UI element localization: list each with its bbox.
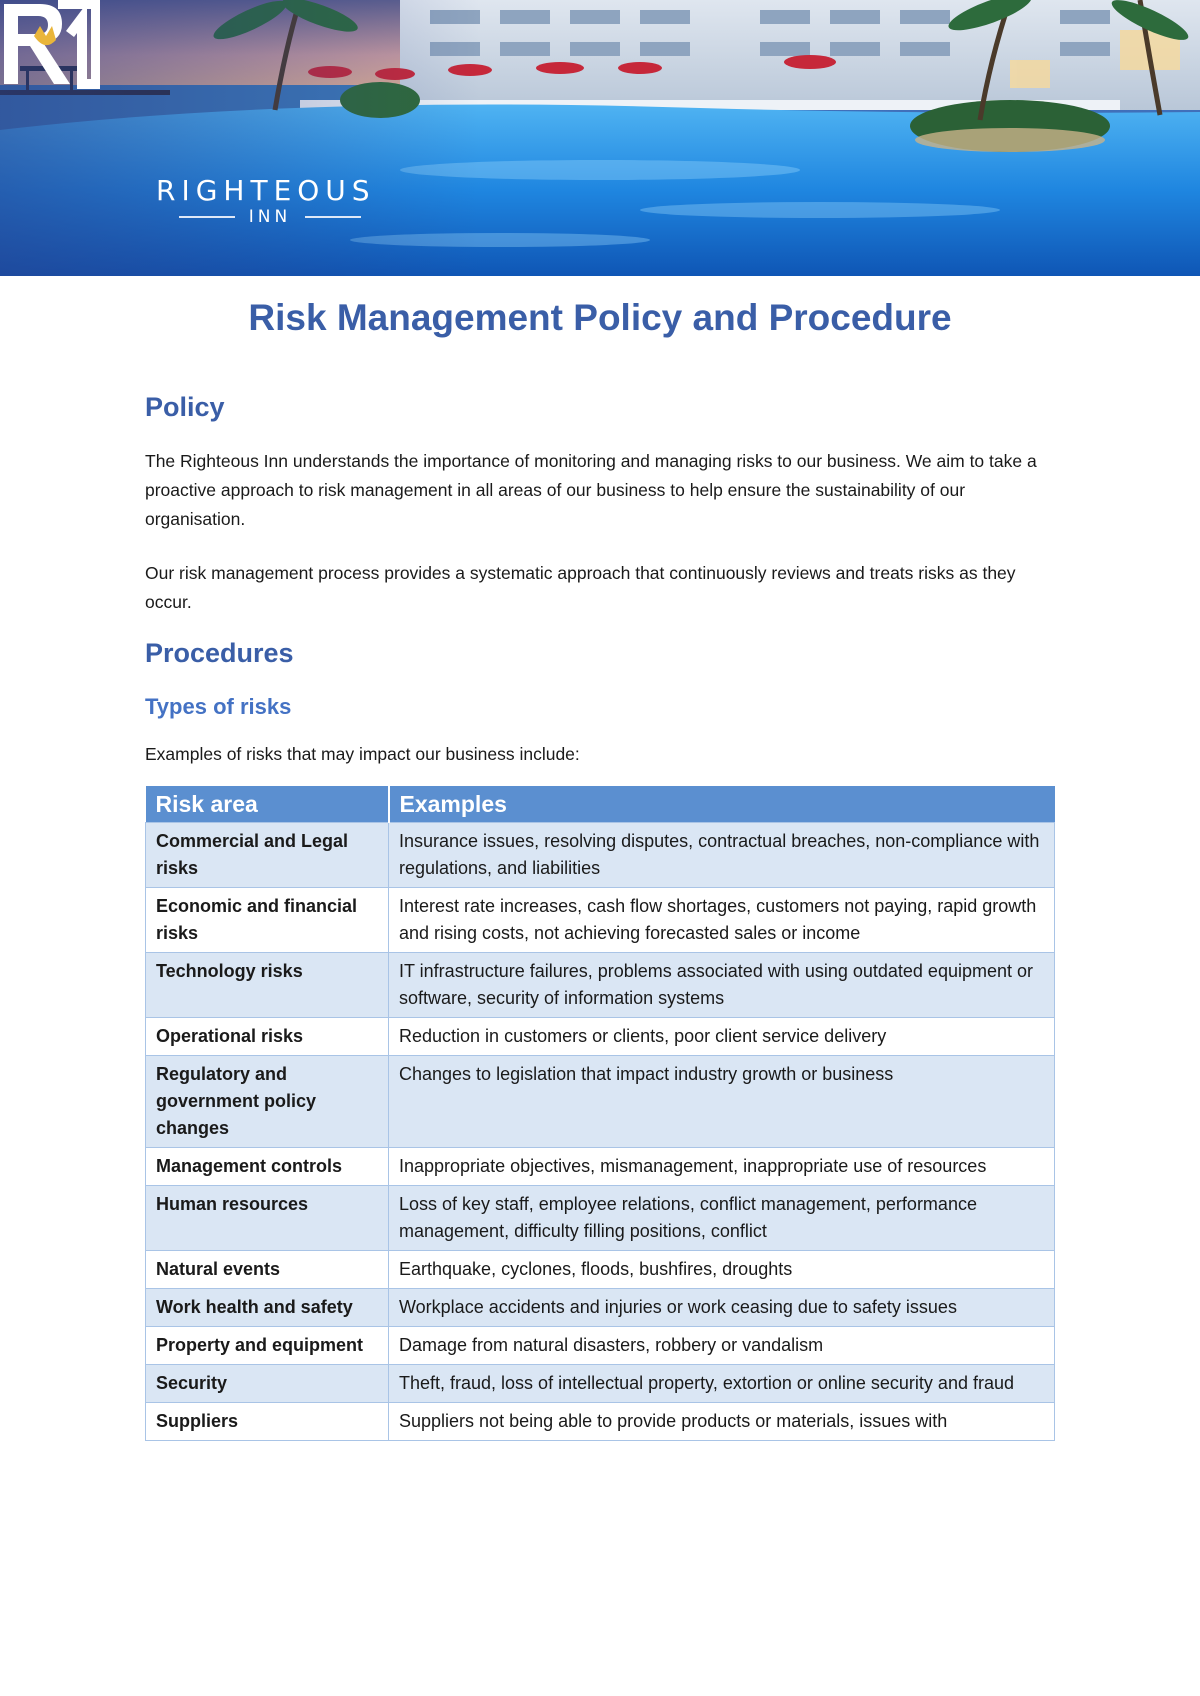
- examples-cell: Reduction in customers or clients, poor client service delivery: [389, 1018, 1055, 1056]
- table-row: [146, 1018, 1055, 1056]
- header-risk-area: Risk area: [146, 786, 389, 823]
- resort-pool-illustration: [0, 0, 1200, 276]
- procedures-intro: Examples of risks that may impact our business include:: [145, 744, 580, 764]
- table-row: [146, 1056, 1055, 1148]
- examples-cell: Insurance issues, resolving disputes, contractual breaches, non-compliance with regulations, and liabilities: [389, 823, 1055, 888]
- table-row: [146, 953, 1055, 1018]
- brand-sub-text: INN: [248, 207, 292, 227]
- procedures-heading: Procedures: [145, 638, 294, 668]
- hero-banner: [0, 0, 1200, 276]
- risk-area-cell: Work health and safety: [146, 1289, 389, 1327]
- risk-area-cell: Property and equipment: [146, 1327, 389, 1365]
- brand-subtitle: [160, 207, 380, 227]
- policy-heading: Policy: [145, 392, 225, 422]
- examples-cell: IT infrastructure failures, problems associated with using outdated equipment or software, security of information systems: [389, 953, 1055, 1018]
- types-of-risks-heading: Types of risks: [145, 694, 292, 719]
- risk-area-cell: Human resources: [146, 1186, 389, 1251]
- table-row: [146, 823, 1055, 888]
- brand-name: RIGHTEOUS: [156, 174, 376, 207]
- examples-cell: Changes to legislation that impact industry growth or business: [389, 1056, 1055, 1148]
- examples-cell: Theft, fraud, loss of intellectual property, extortion or online security and fraud: [389, 1365, 1055, 1403]
- risk-area-cell: Suppliers: [146, 1403, 389, 1441]
- risk-types-table: [145, 786, 1055, 1441]
- examples-cell: Earthquake, cyclones, floods, bushfires, droughts: [389, 1251, 1055, 1289]
- risk-area-cell: Management controls: [146, 1148, 389, 1186]
- examples-cell: Suppliers not being able to provide products or materials, issues with: [389, 1403, 1055, 1441]
- table-row: [146, 1289, 1055, 1327]
- header-examples: Examples: [389, 786, 1055, 823]
- risk-area-cell: Technology risks: [146, 953, 389, 1018]
- risk-area-cell: Regulatory and government policy changes: [146, 1056, 389, 1148]
- table-row: [146, 888, 1055, 953]
- table-row: [146, 1148, 1055, 1186]
- examples-cell: Loss of key staff, employee relations, conflict management, performance management, difficulty filling positions, conflict: [389, 1186, 1055, 1251]
- risk-area-cell: Commercial and Legal risks: [146, 823, 389, 888]
- brand-rule-right: [305, 216, 361, 218]
- table-row: [146, 1327, 1055, 1365]
- risk-area-cell: Security: [146, 1365, 389, 1403]
- risk-area-cell: Economic and financial risks: [146, 888, 389, 953]
- policy-paragraph-1: The Righteous Inn understands the importance of monitoring and managing risks to our business. We aim to take a proactive approach to risk management in all areas of our business to help ensure the sustainability of our organisation.: [145, 451, 1037, 529]
- examples-cell: Workplace accidents and injuries or work ceasing due to safety issues: [389, 1289, 1055, 1327]
- brand-rule-left: [179, 216, 235, 218]
- risk-area-cell: Operational risks: [146, 1018, 389, 1056]
- risk-area-cell: Natural events: [146, 1251, 389, 1289]
- examples-cell: Interest rate increases, cash flow shortages, customers not paying, rapid growth and rising costs, not achieving forecasted sales or income: [389, 888, 1055, 953]
- document-title: Risk Management Policy and Procedure: [248, 297, 952, 338]
- table-header-row: [146, 786, 1055, 823]
- examples-cell: Damage from natural disasters, robbery or vandalism: [389, 1327, 1055, 1365]
- table-row: [146, 1186, 1055, 1251]
- table-row: [146, 1403, 1055, 1441]
- righteous-inn-logo-icon: [0, 0, 100, 90]
- table-row: [146, 1251, 1055, 1289]
- examples-cell: Inappropriate objectives, mismanagement, inappropriate use of resources: [389, 1148, 1055, 1186]
- policy-paragraph-2: Our risk management process provides a systematic approach that continuously reviews and treats risks as they occur.: [145, 563, 1016, 612]
- table-row: [146, 1365, 1055, 1403]
